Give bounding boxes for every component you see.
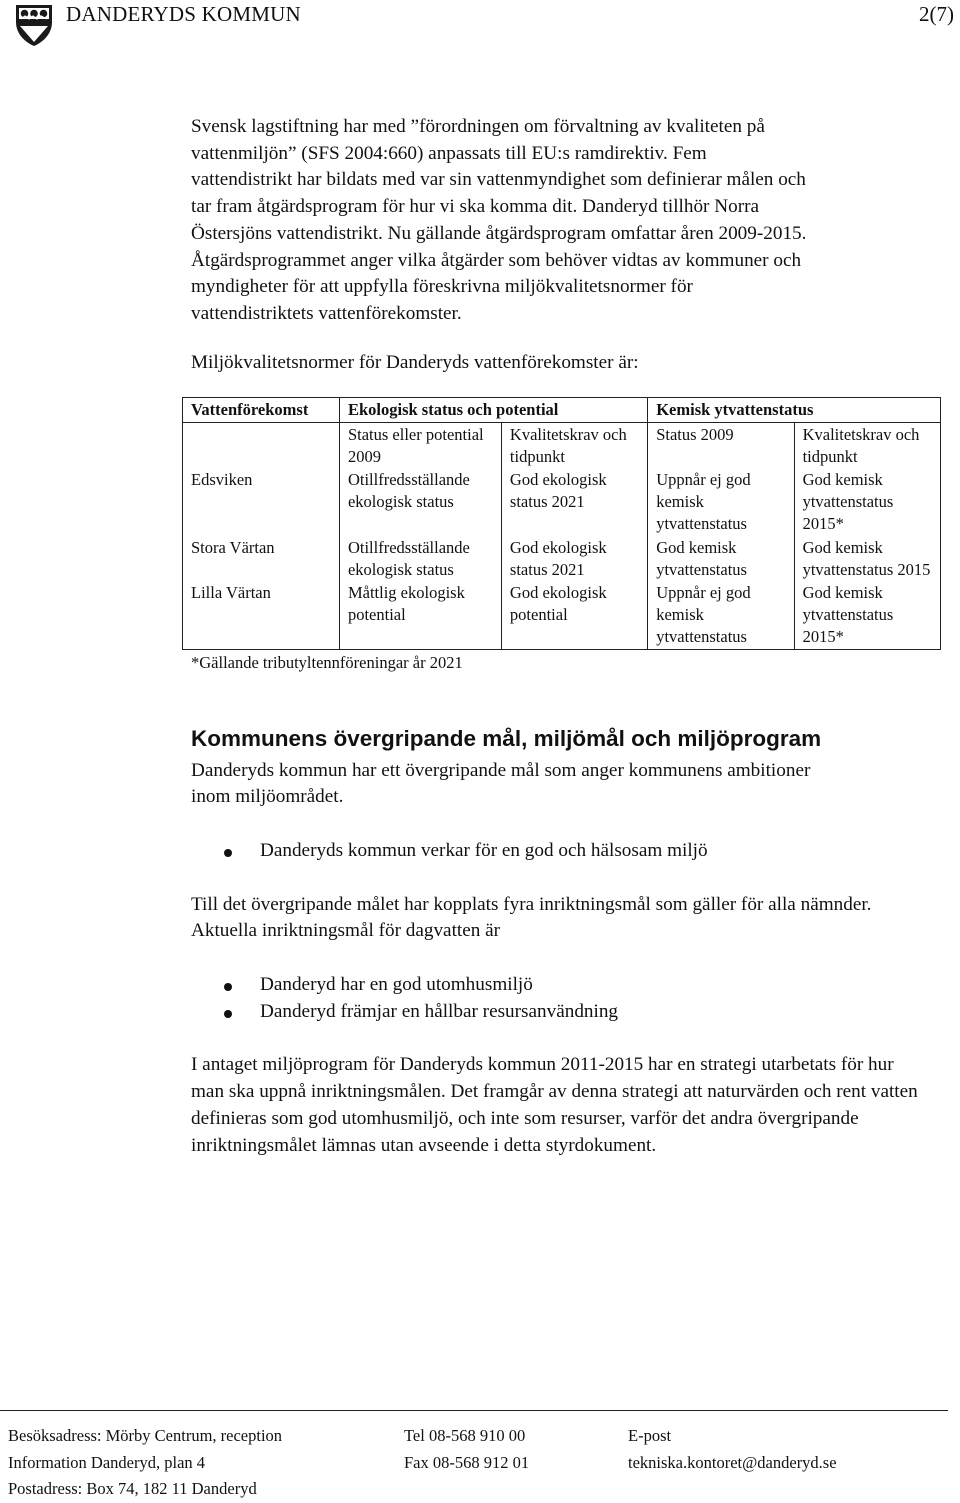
footer-phone-column [404,1423,529,1476]
page-header [0,0,960,48]
table-intro: Miljökvalitetsnormer för Danderyds vattenförekomster är: [191,351,639,373]
footer-email-link[interactable]: tekniska.kontoret@danderyd.se [628,1452,837,1472]
footer-email-column [628,1423,837,1476]
intro-line: myndigheter för att uppfylla föreskrivna miljökvalitetsnormer för [191,276,693,298]
footer-info: Information Danderyd, plan 4 [8,1452,206,1472]
footer-visit-address: Besöksadress: Mörby Centrum, reception [8,1426,283,1445]
eco-req-cell: God ekologisk status 2021 [501,468,647,536]
list-item [191,972,941,999]
intro-line: vattendistrikt har bildats med var sin vattenmyndighet som definierar målen och [191,169,806,191]
subheader-eco-status: Status eller potential 2009 [339,422,501,468]
chem-req-cell: God kemisk ytvattenstatus 2015 [794,536,940,581]
page-number: 2(7) [919,2,954,26]
table-row [183,536,941,581]
water-body-name: Stora Värtan [183,536,340,581]
water-quality-table [182,397,941,649]
table-header-row [183,398,941,422]
intro-line: Åtgärdsprogrammet anger vilka åtgärder som behöver vidtas av kommuner och [191,249,802,271]
list-item [191,838,941,865]
table-footnote: *Gällande tributyltennföreningar år 2021 [191,652,463,672]
list-item-text: Danderyds kommun verkar för en god och hälsosam miljö [260,839,708,861]
eco-req-cell: God ekologisk potential [501,581,647,649]
chem-status-cell: Uppnår ej god kemisk ytvattenstatus [648,468,794,536]
header-ecological: Ekologisk status och potential [339,398,647,422]
table-subheader-row [183,422,941,468]
footer-divider [0,1410,948,1411]
bullet-icon [224,849,232,857]
section-paragraph: Danderyds kommun har ett övergripande mål som anger kommunens ambitioner inom miljöområdet. [191,759,811,808]
water-body-name: Edsviken [183,468,340,536]
section-paragraph: I antaget miljöprogram för Danderyds kommun 2011-2015 har en strategi utarbetats för hur man ska uppnå inriktningsmålen. Det framgår av denna strategi att naturvärden och rent vatten definieras som god utomhusmiljö, och inte som resurser, varför det andra övergripande inriktningsmålet lämnas utan avseende i detta styrdokument. [191,1054,918,1156]
municipal-coat-of-arms [13,2,55,48]
list-item [191,999,941,1026]
table-cell-empty [183,422,340,468]
bullet-list [191,838,941,865]
chem-status-cell: God kemisk ytvattenstatus [648,536,794,581]
intro-line: vattenmiljön” (SFS 2004:660) anpassats till EU:s ramdirektiv. Fem [191,142,707,164]
list-item-text: Danderyd har en god utomhusmiljö [260,974,533,996]
footer-postal-address: Postadress: Box 74, 182 11 Danderyd [8,1479,257,1498]
header-water-body: Vattenförekomst [183,398,340,422]
eco-status-cell: Måttlig ekologisk potential [339,581,501,649]
footer-tel: Tel 08-568 910 00 [404,1426,526,1445]
intro-line: Östersjöns vattendistrikt. Nu gällande åtgärdsprogram omfattar åren 2009-2015. [191,222,807,244]
section-heading: Kommunens övergripande mål, miljömål och miljöprogram [191,725,822,751]
eco-req-cell: God ekologisk status 2021 [501,536,647,581]
bullet-list [191,972,941,1025]
table-row [183,581,941,649]
chem-status-cell: Uppnår ej god kemisk ytvattenstatus [648,581,794,649]
section-paragraph: Till det övergripande målet har kopplats fyra inriktningsmål som gäller för alla nämnder. Aktuella inriktningsmål för dagvatten är [191,893,872,942]
intro-line: tar fram åtgärdsprogram för hur vi ska komma dit. Danderyd tillhör Norra [191,196,759,218]
intro-line: Svensk lagstiftning har med ”förordningen om förvaltning av kvaliteten på [191,116,765,137]
document-body [191,114,941,1159]
eco-status-cell: Otillfredsställande ekologisk status [339,468,501,536]
water-body-name: Lilla Värtan [183,581,340,649]
subheader-eco-req: Kvalitetskrav och tidpunkt [501,422,647,468]
footer-address-column [8,1423,282,1503]
subheader-chem-req: Kvalitetskrav och tidpunkt [794,422,940,468]
table-row [183,468,941,536]
chem-req-cell: God kemisk ytvattenstatus 2015* [794,468,940,536]
footer-fax: Fax 08-568 912 01 [404,1452,530,1472]
header-chemical: Kemisk ytvattenstatus [648,398,941,422]
bullet-icon [224,983,232,991]
list-item-text: Danderyd främjar en hållbar resursanvändning [260,1000,619,1022]
bullet-icon [224,1010,232,1018]
intro-paragraph [191,114,941,328]
eco-status-cell: Otillfredsställande ekologisk status [339,536,501,581]
subheader-chem-status: Status 2009 [648,422,794,468]
intro-line: vattendistriktets vattenförekomster. [191,302,462,324]
footer-email-label: E-post [628,1426,672,1445]
org-name: DANDERYDS KOMMUN [66,2,301,26]
chem-req-cell: God kemisk ytvattenstatus 2015* [794,581,940,649]
